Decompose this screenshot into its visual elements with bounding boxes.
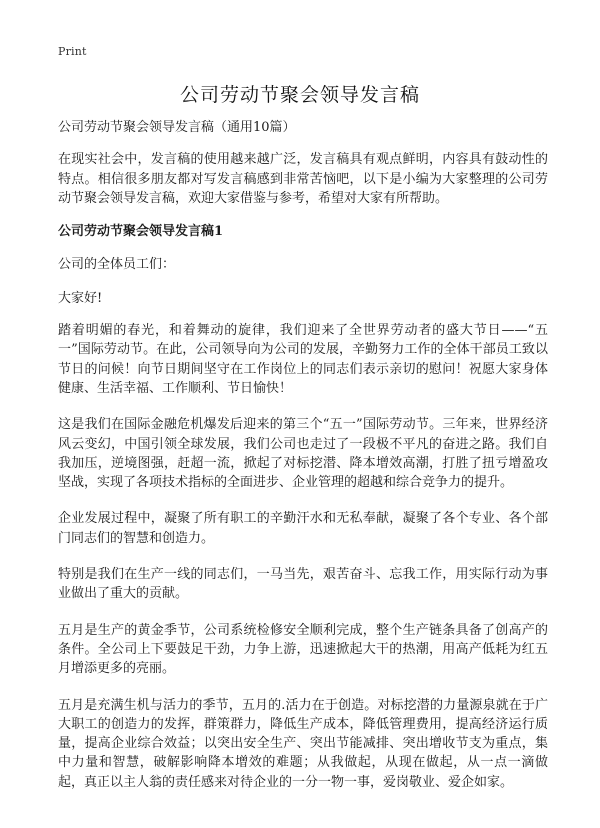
paragraph: 踏着明媚的春光，和着舞动的旋律，我们迎来了全世界劳动者的盛大节日——“五一”国际劳动节。在此，公司领导向为公司的发展，辛勤努力工作的全体干部员工致以节日的问候！向节日期间坚守在工作岗位上的同志们表示亲切的慰问！祝愿大家身体健康、生活幸福、工作顺利、节日愉快！ <box>58 323 548 396</box>
paragraph: 五月是充满生机与活力的季节，五月的.活力在于创造。对标挖潜的力量源泉就在于广大职工的创造力的发挥，群策群力，降低生产成本，降低管理费用，提高经济运行质量，提高企业综合效益；以突出安全生产、突出节能减排、突出增收节支为重点，集中力量和智慧，破解影响降本增效的难题；从我做起，从现在做起，从一点一滴做起，真正以主人翁的责任感来对待企业的一分一物一事，爱岗敬业、爱企如家。 <box>58 697 548 790</box>
paragraph: 特别是我们在生产一线的同志们，一马当先，艰苦奋斗、忘我工作，用实际行动为事业做出了重大的贡献。 <box>58 567 548 602</box>
paragraph: 五月是生产的黄金季节，公司系统检修安全顺利完成，整个生产链条具备了创高产的条件。全公司上下要鼓足干劲，力争上游，迅速掀起大干的热潮，用高产低耗为红五月增添更多的亮丽。 <box>58 622 548 677</box>
document-subtitle: 公司劳动节聚会领导发言稿（通用10篇） <box>58 120 296 135</box>
intro-paragraph: 在现实社会中，发言稿的使用越来越广泛，发言稿具有观点鲜明，内容具有鼓动性的特点。相信很多朋友都对写发言稿感到非常苦恼吧，以下是小编为大家整理的公司劳动节聚会领导发言稿，欢迎大家借鉴与参考，希望对大家有所帮助。 <box>58 152 548 206</box>
document-body <box>58 118 548 809</box>
section-heading: 公司劳动节聚会领导发言稿1 <box>58 224 224 240</box>
paragraph: 大家好! <box>58 290 103 306</box>
document-title: 公司劳动节聚会领导发言稿 <box>179 84 420 106</box>
paragraph: 这是我们在国际金融危机爆发后迎来的第三个“五一”国际劳动节。三年来，世界经济风云变幻，中国引领全球发展，我们公司也走过了一段极不平凡的奋进之路。我们自我加压，逆境图强，赶超一流，掀起了对标挖潜、降本增效高潮，打胜了扭亏增盈攻坚战，实现了各项技术指标的全面进步、企业管理的超越和综合竞争力的提升。 <box>58 417 548 491</box>
paragraph: 企业发展过程中，凝聚了所有职工的辛勤汗水和无私奉献，凝聚了各个专业、各个部门同志们的智慧和创造力。 <box>58 511 548 546</box>
paragraph: 公司的全体员工们： <box>58 257 176 273</box>
print-link[interactable]: Print <box>58 45 87 58</box>
